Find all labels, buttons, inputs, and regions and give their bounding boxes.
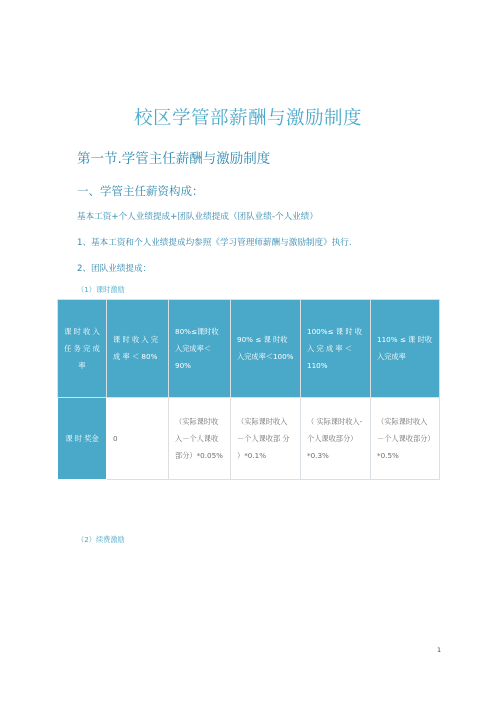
table-cell: （实际课时收入－个人课收部 分 ）*0.1% [231, 397, 301, 479]
table-cell: （ 实际课时收入-个人课收部分）*0.3% [301, 397, 371, 479]
subsection-heading: 一、学管主任薪资构成： [77, 184, 204, 198]
row-header-cell: 课 时 奖金 [58, 397, 107, 479]
header-cell: 80%≤课时收入完成率＜90% [169, 300, 231, 398]
header-cell: 100%≤ 课 时 收 入 完 成 率 ＜ 110% [301, 300, 371, 398]
salary-composition-line: 基本工资+个人业绩提成+团队业绩提成（团队业绩-个人业绩） [77, 212, 318, 222]
section-heading: 第一节.学管主任薪酬与激励制度 [77, 151, 271, 167]
header-cell: 课 时 收 入 完 成 率 ＜ 80% [107, 300, 169, 398]
table-cell: 0 [107, 397, 169, 479]
basic-salary-line: 1、基本工资和个人业绩提成均参照《学习管理师薪酬与激励制度》执行. [77, 238, 352, 248]
header-cell: 90% ≤ 课 时收入完成率＜100% [231, 300, 301, 398]
header-cell: 110% ≤ 课 时收入完成率 [371, 300, 440, 398]
table-cell: （实际课时收入－个人课收部分）*0.05% [169, 397, 231, 479]
table-cell: （实际课时收入－个人课收部分）*0.5% [371, 397, 440, 479]
table-row [58, 397, 440, 479]
team-commission-line: 2、团队业绩提成： [77, 264, 152, 274]
page-number: 1 [437, 646, 442, 654]
table-header-row [58, 300, 440, 398]
renewal-incentive-label: （2）续费激励 [77, 535, 125, 544]
document-title: 校区学管部薪酬与激励制度 [133, 108, 362, 129]
incentive-table [57, 299, 440, 480]
header-cell: 课 时 收 入 任 务 完 成 率 [58, 300, 107, 398]
class-hour-incentive-label: （1）课时激励 [77, 285, 125, 294]
